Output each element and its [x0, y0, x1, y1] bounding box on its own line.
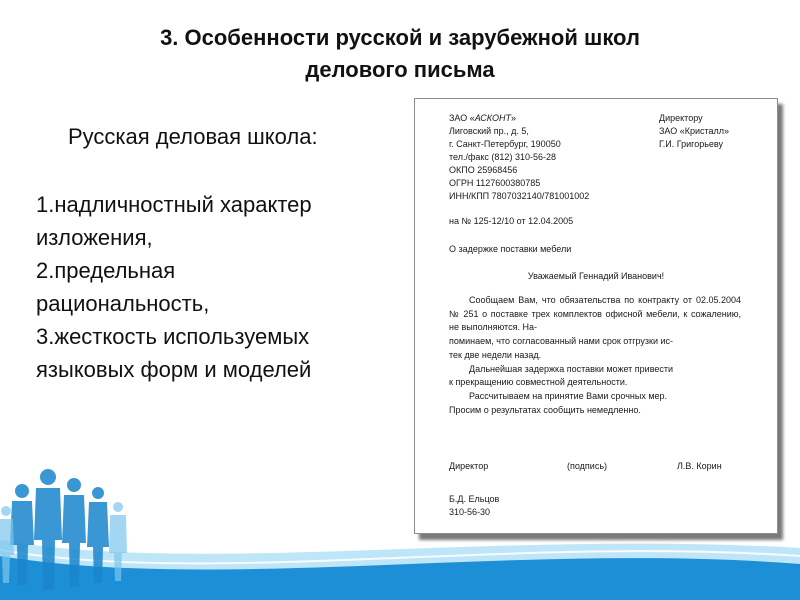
person-figure: [62, 478, 86, 587]
sender-company-suffix: »: [510, 113, 516, 123]
person-figure: [109, 502, 127, 581]
trait-line: 1.надличностный характер: [36, 192, 312, 217]
sender-company-name: АСКОНТ: [474, 113, 511, 123]
letter-paragraph: к прекращению совместной деятельности.: [449, 377, 628, 388]
letter-salutation: Уважаемый Геннадий Иванович!: [527, 271, 665, 281]
person-figure: [87, 487, 109, 583]
traits-list: [36, 188, 381, 386]
slide-title-line-2: делового письма: [305, 57, 495, 82]
sender-line: г. Санкт-Петербург, 190050: [449, 139, 561, 149]
letter-paragraph: Просим о результатах сообщить немедленно.: [449, 404, 641, 415]
trait-line: 2.предельная: [36, 258, 176, 283]
letter-subject: О задержке поставки мебели: [449, 244, 572, 254]
sender-company: [449, 112, 589, 125]
trait-line: 3.жесткость используемых: [36, 324, 310, 349]
recipient-line: ЗАО «Кристалл»: [659, 126, 730, 136]
sender-line: ИНН/КПП 7807032140/781001002: [449, 191, 590, 201]
recipient-line: Г.И. Григорьеву: [659, 139, 724, 149]
executor-name: Б.Д. Ельцов: [449, 494, 500, 504]
slide-title-line-1: 3. Особенности русской и зарубежной школ: [160, 25, 640, 50]
letter-body: [449, 294, 741, 417]
school-heading: Русская деловая школа:: [68, 124, 318, 149]
executor-block: [449, 493, 499, 519]
recipient-line: Директору: [659, 113, 703, 123]
letter-recipient-block: [659, 112, 729, 151]
person-figure: [34, 469, 62, 590]
sender-line: ОКПО 25968456: [449, 165, 518, 175]
signature-role: Директор: [449, 461, 489, 471]
letter-paragraph: Сообщаем Вам, что обязательства по контракту от 02.05.2004 № 251 о поставке трех комплектов офисной мебели, к сожалению, не выполняются. На-: [449, 295, 741, 333]
letter-paragraph: Дальнейшая задержка поставки может привести: [469, 363, 674, 374]
signature-name: Л.В. Корин: [677, 461, 722, 471]
trait-line: рациональность,: [36, 291, 210, 316]
trait-line: языковых форм и моделей: [36, 357, 312, 382]
letter-paragraph: Рассчитываем на принятие Вами срочных мер.: [469, 390, 668, 401]
letter-paragraph: тек две недели назад.: [449, 349, 542, 360]
letter-sender-block: [449, 112, 589, 203]
sender-line: ОГРН 1127600380785: [449, 178, 541, 188]
letter-paragraph: поминаем, что согласованный нами срок отгрузки ис-: [449, 336, 674, 347]
slide-title: [0, 22, 800, 86]
letter-sample: [414, 98, 778, 534]
letter-reference: на № 125-12/10 от 12.04.2005: [449, 216, 574, 226]
sender-company-prefix: ЗАО «: [449, 113, 475, 123]
signature-mark: (подпись): [567, 461, 608, 471]
sender-line: тел./факс (812) 310-56-28: [449, 152, 556, 162]
business-people-illustration: [0, 455, 150, 600]
trait-line: изложения,: [36, 225, 153, 250]
executor-phone: 310-56-30: [449, 507, 491, 517]
sender-line: Лиговский пр., д. 5,: [449, 126, 529, 136]
person-figure: [10, 484, 34, 585]
